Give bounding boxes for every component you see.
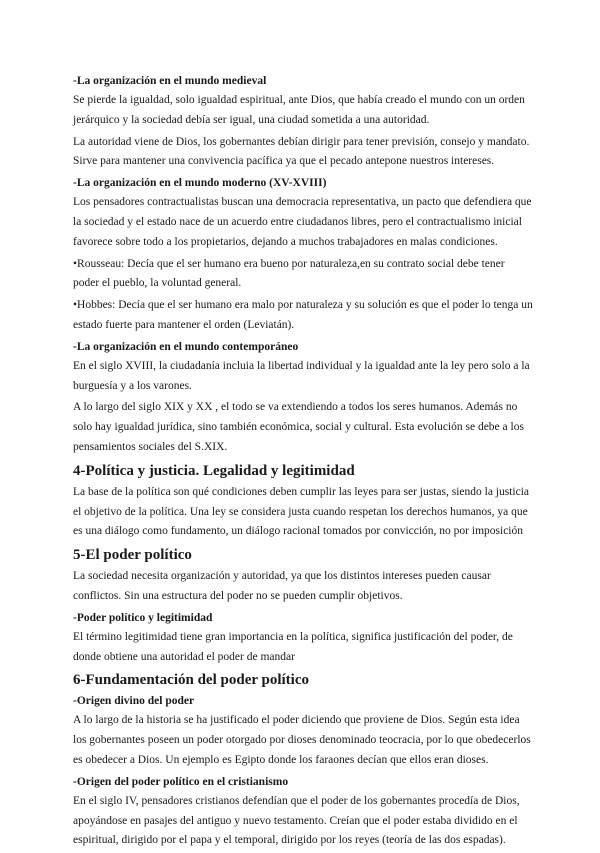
section-moderno [73,174,533,336]
subheading-legitimidad: -Poder político y legitimidad [73,611,213,624]
subheading-contemporaneo: -La organización en el mundo contemporáneo [73,340,299,353]
section-medieval [73,72,533,172]
section-politica-justicia [73,460,533,542]
paragraph: A lo largo de la historia se ha justificado el poder diciendo que proviene de Dios. Según esta idea los gobernantes poseen un poder otorgado por dioses denominado teocracia, por lo que obedecerlos es obedecer a Dios. Un ejemplo es Egipto donde los faraones decían que ellos eran dioses. [73,714,531,766]
paragraph: En el siglo IV, pensadores cristianos defendían que el poder de los gobernantes procedía de Dios, apoyándose en pasajes del antiguo y nuevo testamento. Creían que el poder estaba dividido en el espiritual, dirigido por el papa y el temporal, dirigido por los reyes (teoría de las dos espadas). [73,794,520,847]
heading-fundamentacion: 6-Fundamentación del poder político [73,672,309,689]
heading-politica-justicia: 4-Política y justicia. Legalidad y legitimidad [73,462,355,479]
subheading-origen-divino: -Origen divino del poder [73,695,195,708]
document-page [73,72,533,853]
section-poder-politico [73,544,533,607]
subheading-moderno: -La organización en el mundo moderno (XV-XVIII) [73,177,327,190]
section-cristianismo [73,773,533,851]
paragraph: En el siglo XVIII, la ciudadanía incluia la libertad individual y la igualdad ante la ley pero solo a la burguesía y a los varones. [73,359,530,392]
paragraph: A lo largo del siglo XIX y XX , el todo se va extendiendo a todos los seres humanos. Además no solo hay igualdad jurídica, sino también económica, social y cultural. Esta evolución se debe a los pensamientos sociales del S.XIX. [73,401,524,453]
subheading-medieval: -La organización en el mundo medieval [73,75,267,87]
subheading-cristianismo: -Origen del poder político en el cristianismo [73,775,289,788]
heading-poder-politico: 5-El poder político [73,547,192,564]
section-origen-divino [73,692,533,770]
paragraph: El término legitimidad tiene gran importancia en la política, significa justificación del poder, de donde obtiene una autoridad el poder de mandar [73,630,513,663]
paragraph-rousseau: •Rousseau: Decía que el ser humano era bueno por naturaleza,en su contrato social debe tener poder el pueblo, la voluntad general. [73,257,505,290]
paragraph: La base de la política son qué condiciones deben cumplir las leyes para ser justas, siendo la justicia el objetivo de la política. Una ley se considera justa cuando respetan los derechos humanos, ya que es una diálogo como fundamento, un diálogo racional tomados por convicción, no por imposición [73,485,530,538]
paragraph: Los pensadores contractualistas buscan una democracia representativa, un pacto que defendiera que la sociedad y el estado nace de un acuerdo entre ciudadanos libres, pero el contractualismo inicial favorece sobre todo a los propietarios, dejando a muchos trabajadores en malas condiciones. [73,196,532,248]
section-legitimidad [73,609,533,668]
paragraph: La autoridad viene de Dios, los gobernantes debían dirigir para tener previsión, consejo y mandato. Sirve para mantener una convivencia pacífica ya que el pecado antepone nuestros intereses. [73,135,530,168]
paragraph: La sociedad necesita organización y autoridad, ya que los distintos intereses pueden causar conflictos. Sin una estructura del poder no se pueden cumplir objetivos. [73,570,491,602]
paragraph-hobbes: •Hobbes: Decía que el ser humano era malo por naturaleza y su solución es que el poder lo tenga un estado fuerte para mantener el orden (Leviatán). [73,299,533,331]
section-contemporaneo [73,338,533,458]
paragraph: Se pierde la igualdad, solo igualdad espiritual, ante Dios, que había creado el mundo con un orden jerárquico y la sociedad debía ser igual, una ciudad sometida a una autoridad. [73,94,525,126]
section-fundamentacion [73,669,533,691]
